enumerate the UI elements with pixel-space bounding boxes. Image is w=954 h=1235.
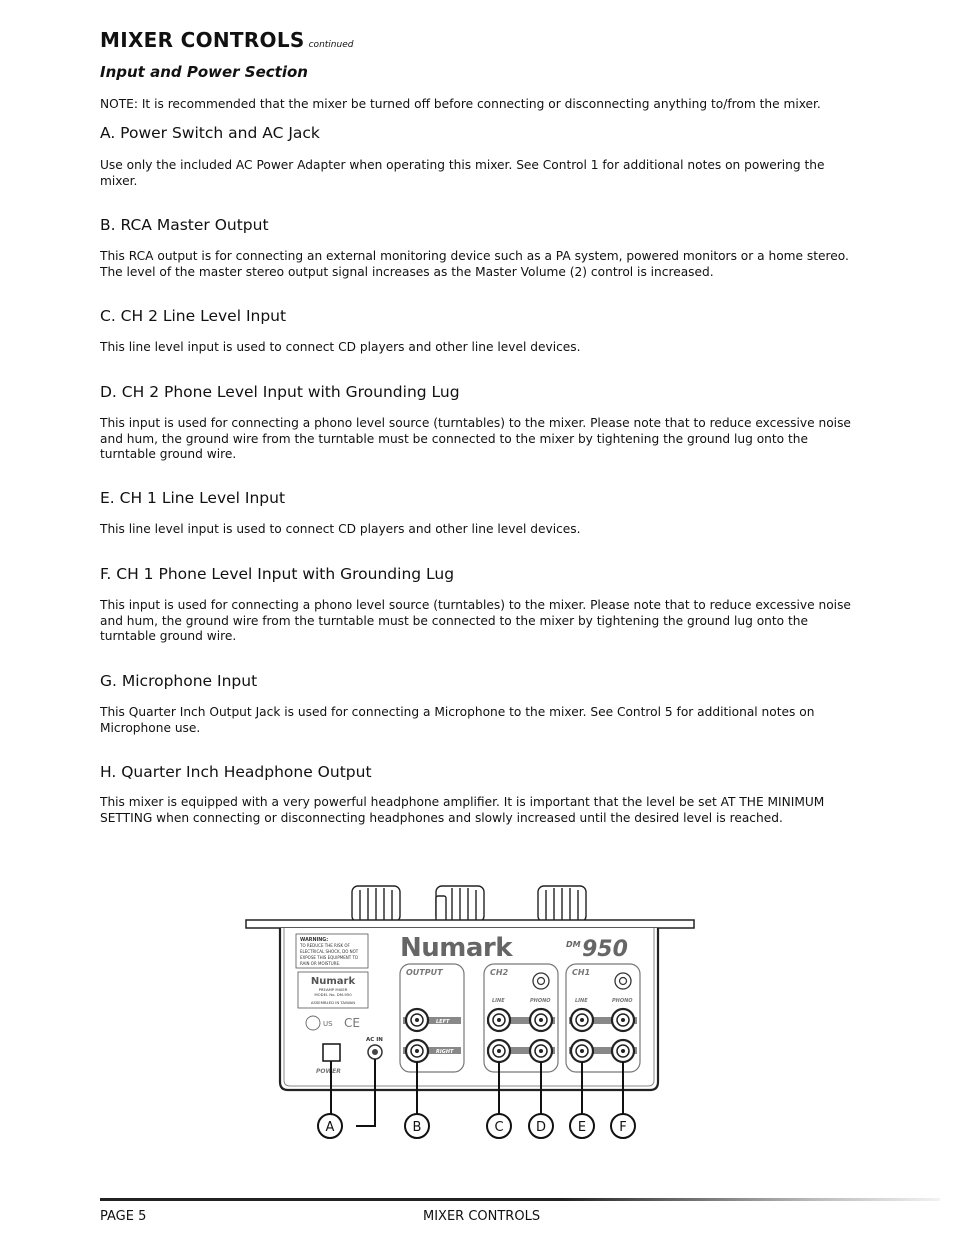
page-title (100, 28, 353, 52)
knob-right (538, 886, 586, 922)
ch2-phono-label: PHONO (530, 998, 551, 1004)
section-h-heading: H. Quarter Inch Headphone Output (100, 763, 372, 781)
section-b-body: This RCA output is for connecting an external monitoring device such as a PA system, powered monitors or a home stereo. The level of the master stereo output signal increases as the Master Volume (2) control is increased. (100, 249, 849, 279)
output-label: OUTPUT (406, 968, 443, 977)
rca-output-right[interactable] (406, 1040, 428, 1062)
section-b-heading: B. RCA Master Output (100, 216, 269, 234)
right-label: RIGHT (436, 1049, 454, 1055)
power-label: POWER (316, 1068, 341, 1075)
ch1-line-jack-left[interactable] (571, 1009, 593, 1031)
ch1-ground-lug-icon (620, 978, 627, 985)
callout-c (487, 1114, 511, 1138)
callout-e-label: E (577, 1120, 587, 1135)
callout-a-label: A (325, 1120, 335, 1135)
callout-c-label: C (494, 1120, 504, 1135)
top-rail (246, 920, 694, 928)
section-d-heading: D. CH 2 Phone Level Input with Grounding Lug (100, 383, 460, 401)
label-line-2: MODEL No. DM-950 (314, 992, 352, 997)
callout-d (529, 1114, 553, 1138)
label-brand: Numark (310, 976, 356, 987)
ch1-line-jack-right[interactable] (571, 1040, 593, 1062)
continued-label: continued (308, 40, 354, 50)
label-line-1: PREAMP MIXER (318, 987, 348, 992)
callout-f (611, 1114, 635, 1138)
callout-d-label: D (535, 1120, 547, 1135)
ce-mark: CE (344, 1016, 360, 1030)
footer-section-name: MIXER CONTROLS (423, 1209, 541, 1224)
callout-b (405, 1114, 429, 1138)
section-subtitle: Input and Power Section (100, 63, 308, 81)
title-text: MIXER CONTROLS (100, 28, 305, 52)
ch1-phono-jack-right[interactable] (612, 1040, 634, 1062)
warning-line-1: WARNING: (300, 938, 329, 943)
knob-left (352, 886, 400, 922)
rear-panel-svg (240, 876, 710, 1151)
callout-a (318, 1114, 342, 1138)
left-label: LEFT (436, 1019, 450, 1025)
ch2-line-jack-left[interactable] (488, 1009, 510, 1031)
ch2-line-jack-right[interactable] (488, 1040, 510, 1062)
section-a-body: Use only the included AC Power Adapter when operating this mixer. See Control 1 for additional notes on powering the mixer. (100, 158, 825, 188)
section-c-body: This line level input is used to connect CD players and other line level devices. (100, 340, 581, 354)
note-text: NOTE: It is recommended that the mixer be turned off before connecting or disconnecting anything to/from the mixer. (100, 97, 821, 111)
ac-jack-pin-icon (372, 1049, 378, 1055)
warning-line-5: RAIN OR MOISTURE. (300, 961, 341, 966)
section-c-heading: C. CH 2 Line Level Input (100, 307, 287, 325)
ch1-phono-jack-left[interactable] (612, 1009, 634, 1031)
ch1-line-label: LINE (575, 998, 588, 1004)
ch1-label: CH1 (572, 968, 591, 977)
warning-line-3: ELECTRICAL SHOCK, DO NOT (300, 949, 359, 954)
section-g-heading: G. Microphone Input (100, 672, 258, 690)
ch1-phono-label: PHONO (612, 998, 633, 1004)
ul-us-text: US (323, 1020, 333, 1028)
model-number: 950 (582, 937, 628, 962)
rca-output-left[interactable] (406, 1009, 428, 1031)
power-switch[interactable] (323, 1044, 340, 1061)
knob-middle (436, 886, 484, 922)
ch2-label: CH2 (490, 968, 509, 977)
ac-in-label: AC IN (366, 1037, 383, 1043)
footer-page-number: PAGE 5 (100, 1209, 147, 1224)
section-d-body: This input is used for connecting a phono level source (turntables) to the mixer. Please note that to reduce excessive noise and hum, the ground wire from the turntable must be connected to the mixer by tightening the ground lug onto the turntable ground wire. (100, 416, 851, 461)
ch2-ground-lug-icon (538, 978, 545, 985)
ch2-phono-jack-right[interactable] (530, 1040, 552, 1062)
section-a-heading: A. Power Switch and AC Jack (100, 124, 320, 142)
footer-rule (100, 1198, 940, 1201)
model-prefix: DM (566, 940, 581, 949)
callout-f-label: F (619, 1120, 627, 1135)
ch2-line-label: LINE (492, 998, 505, 1004)
rear-panel-diagram (240, 876, 710, 1151)
section-g-body: This Quarter Inch Output Jack is used for connecting a Microphone to the mixer. See Control 5 for additional notes on Microphone use. (100, 705, 815, 735)
section-e-heading: E. CH 1 Line Level Input (100, 489, 286, 507)
ch2-phono-jack-left[interactable] (530, 1009, 552, 1031)
label-line-3: ASSEMBLED IN TAIWAN (310, 1000, 356, 1005)
warning-line-4: EXPOSE THIS EQUIPMENT TO (300, 955, 359, 960)
section-f-body: This input is used for connecting a phono level source (turntables) to the mixer. Please note that to reduce excessive noise and hum, the ground wire from the turntable must be connected to the mixer by tightening the ground lug onto the turntable ground wire. (100, 598, 851, 643)
section-f-heading: F. CH 1 Phone Level Input with Grounding Lug (100, 565, 455, 583)
callout-e (570, 1114, 594, 1138)
section-h-body: This mixer is equipped with a very powerful headphone amplifier. It is important that the level be set AT THE MINIMUM SETTING when connecting or disconnecting headphones and slowly increased until the desired level is reached. (100, 795, 825, 825)
callout-b-label: B (412, 1120, 422, 1135)
warning-line-2: TO REDUCE THE RISK OF (300, 943, 350, 948)
section-e-body: This line level input is used to connect CD players and other line level devices. (100, 522, 581, 536)
brand-logo: Numark (400, 933, 513, 963)
